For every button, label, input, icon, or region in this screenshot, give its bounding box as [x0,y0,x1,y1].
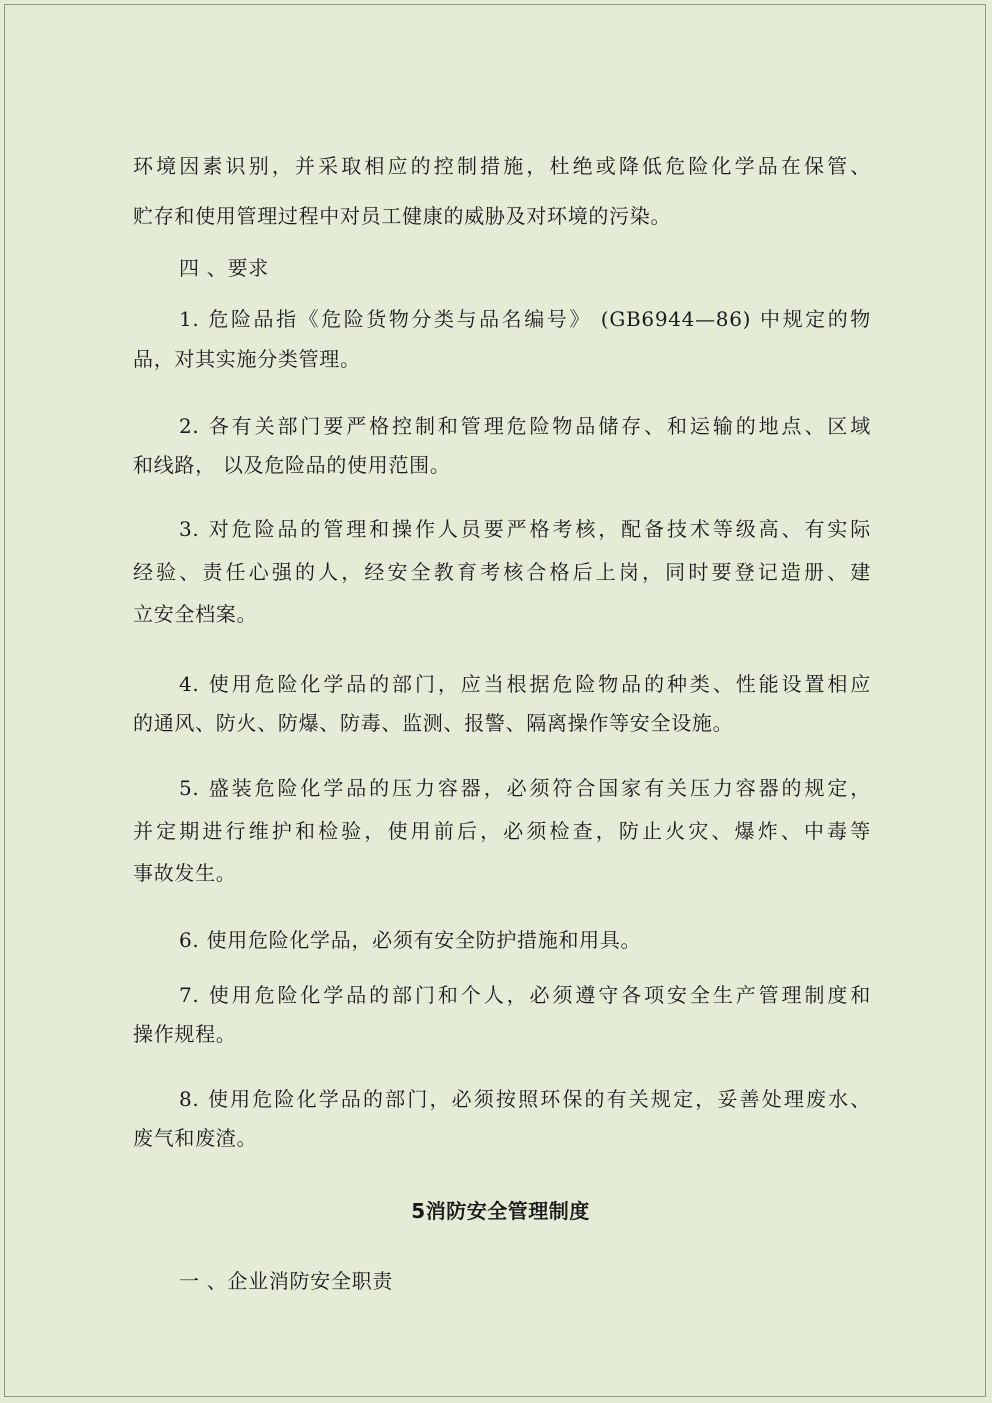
intro-line-2: 贮存和使用管理过程中对员工健康的威胁及对环境的污染。 [133,204,672,228]
section-sub-heading: 一 、企业消防安全职责 [179,1269,394,1293]
item-3-line-2: 经验、责任心强的人，经安全教育考核合格后上岗，同时要登记造册、建 [133,560,871,584]
intro-line-1: 环境因素识别，并采取相应的控制措施，杜绝或降低危险化学品在保管、 [133,154,871,178]
item-2-line-1: 2. 各有关部门要严格控制和管理危险物品储存、和运输的地点、区域 [179,414,871,438]
item-2-line-2: 和线路， 以及危险品的使用范围。 [133,453,451,477]
item-3-line-3: 立安全档案。 [133,602,258,626]
requirements-heading: 四 、要求 [179,256,269,280]
item-8-line-1: 8. 使用危险化学品的部门，必须按照环保的有关规定，妥善处理废水、 [179,1087,871,1111]
item-6-line-1: 6. 使用危险化学品，必须有安全防护措施和用具。 [179,928,642,952]
item-5-line-3: 事故发生。 [133,861,237,885]
item-1-line-2: 品，对其实施分类管理。 [133,347,361,371]
item-8-line-2: 废气和废渣。 [133,1126,258,1150]
section-title: 5消防安全管理制度 [411,1199,590,1223]
item-3-line-1: 3. 对危险品的管理和操作人员要严格考核，配备技术等级高、有实际 [179,517,871,541]
item-1-line-1: 1. 危险品指《危险货物分类与品名编号》 (GB6944—86) 中规定的物 [179,307,871,331]
item-4-line-2: 的通风、防火、防爆、防毒、监测、报警、隔离操作等安全设施。 [133,711,734,735]
item-7-line-2: 操作规程。 [133,1022,237,1046]
item-5-line-1: 5. 盛装危险化学品的压力容器，必须符合国家有关压力容器的规定， [179,776,871,800]
item-7-line-1: 7. 使用危险化学品的部门和个人，必须遵守各项安全生产管理制度和 [179,983,871,1007]
item-5-line-2: 并定期进行维护和检验，使用前后，必须检查，防止火灾、爆炸、中毒等 [133,819,871,843]
item-4-line-1: 4. 使用危险化学品的部门，应当根据危险物品的种类、性能设置相应 [179,672,871,696]
